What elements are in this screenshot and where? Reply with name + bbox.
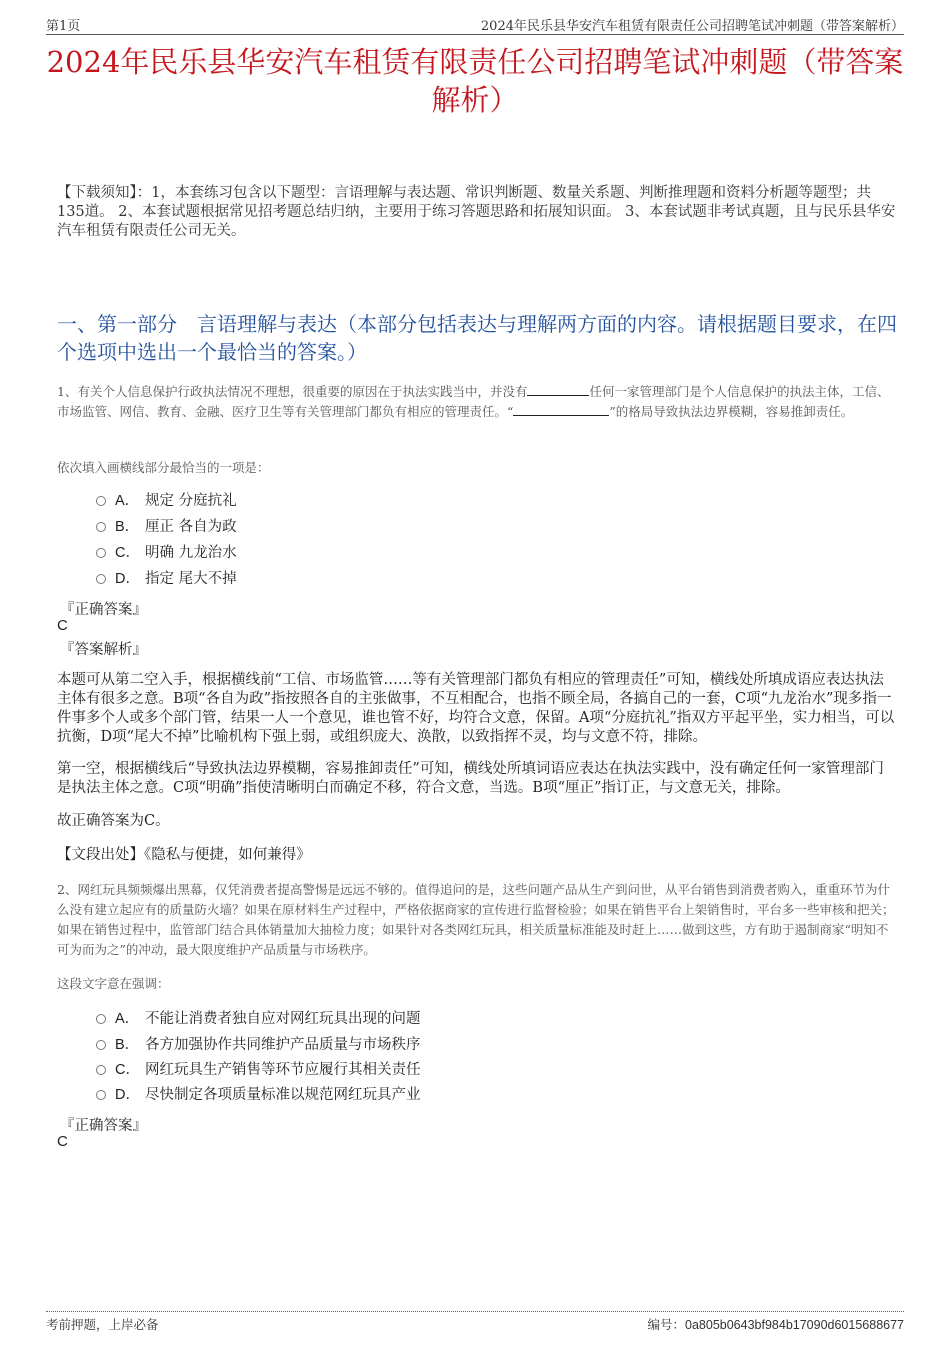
option-text: 网红玩具生产销售等环节应履行其相关责任 bbox=[145, 1062, 421, 1078]
q2-option-d[interactable] bbox=[96, 1085, 421, 1105]
q2-option-c[interactable] bbox=[96, 1060, 421, 1080]
q1-analysis-label: 『答案解析』 bbox=[60, 642, 147, 658]
q1-answer: C bbox=[57, 617, 68, 634]
q1-option-a[interactable] bbox=[96, 491, 237, 511]
q1-option-c[interactable] bbox=[96, 543, 237, 563]
option-text: 不能让消费者独自应对网红玩具出现的问题 bbox=[145, 1011, 421, 1027]
option-text: 指定 尾大不掉 bbox=[145, 571, 237, 587]
question-2-prompt: 这段文字意在强调： bbox=[57, 976, 170, 991]
footer-slogan: 考前押题，上岸必备 bbox=[46, 1317, 159, 1332]
option-text: 各方加强协作共同维护产品质量与市场秩序 bbox=[145, 1037, 421, 1053]
section-heading: 一、第一部分 言语理解与表达（本部分包括表达与理解两方面的内容。请根据题目要求，在四个选项中选出一个最恰当的答案。） bbox=[57, 312, 897, 364]
option-text: 厘正 各自为政 bbox=[145, 519, 237, 535]
option-letter: A． bbox=[115, 493, 140, 509]
option-letter: D． bbox=[115, 571, 140, 587]
q1-analysis-conclusion: 故正确答案为C。 bbox=[57, 813, 170, 829]
option-letter: A． bbox=[115, 1011, 140, 1027]
option-letter: C． bbox=[115, 545, 140, 561]
option-text: 规定 分庭抗礼 bbox=[145, 493, 237, 509]
q1-option-d[interactable] bbox=[96, 569, 237, 589]
blank-2 bbox=[513, 403, 609, 416]
download-notice: 【下载须知】：1，本套练习包含以下题型：言语理解与表达题、常识判断题、数量关系题、判断推理题和资料分析题等题型；共135道。 2、本套试题根据常见招考题总结归纳，主要用于练习答题思路和拓展知识面。 3、本套试题非考试真题，且与民乐县华安汽车租赁有限责任公司无关。 bbox=[57, 185, 896, 239]
option-text: 尽快制定各项质量标准以规范网红玩具产业 bbox=[145, 1087, 421, 1103]
blank-1 bbox=[527, 383, 589, 396]
option-letter: B． bbox=[115, 1037, 140, 1053]
q2-option-b[interactable] bbox=[96, 1035, 421, 1055]
option-letter: D． bbox=[115, 1087, 140, 1103]
q1-analysis-paragraph-1: 本题可从第二空入手，根据横线前“工信、市场监管……等有关管理部门都负有相应的管理责任”可知，横线处所填成语应表达执法主体有很多之意。B项“各自为政”指按照各自的主张做事，不互相配合，也指不顾全局，各搞自己的一套，C项“九龙治水”现多指一件事多个人或多个部门管，结果一人一个意见，谁也管不好，均符合文意，保留。A项“分庭抗礼”指双方平起平坐，实力相当，可以抗衡，D项“尾大不掉”比喻机构下强上弱，或组织庞大、涣散，以致指挥不灵，均与文意不符，排除。 bbox=[57, 672, 895, 745]
question-1-text-part-b: 任何一家管理部门是个人信息保护的执法主体，工信、市场监管、网信、教育、金融、医疗卫生等有关管理部门都负有相应的管理责任。“ bbox=[57, 384, 890, 419]
page-header bbox=[46, 14, 904, 35]
q1-source: 【文段出处】《隐私与便捷，如何兼得》 bbox=[57, 847, 311, 863]
radio-icon[interactable] bbox=[96, 574, 106, 584]
radio-icon[interactable] bbox=[96, 1014, 106, 1024]
option-letter: B． bbox=[115, 519, 140, 535]
page-number: 第1页 bbox=[46, 19, 81, 34]
q2-answer-label: 『正确答案』 bbox=[60, 1118, 147, 1134]
footer-code-label: 编号： bbox=[647, 1317, 686, 1332]
radio-icon[interactable] bbox=[96, 548, 106, 558]
q1-option-b[interactable] bbox=[96, 517, 237, 537]
q2-answer: C bbox=[57, 1133, 68, 1150]
footer-code-value: 0a805b0643bf984b17090d6015688677 bbox=[685, 1318, 904, 1332]
question-1-prompt: 依次填入画横线部分最恰当的一项是： bbox=[57, 460, 270, 475]
question-2-text: 2、网红玩具频频爆出黑幕，仅凭消费者提高警惕是远远不够的。值得追问的是，这些问题产品从生产到问世，从平台销售到消费者购入，重重环节为什么没有建立起应有的质量防火墙？如果在原材料生产过程中，严格依据商家的宣传进行监督检验；如果在销售平台上架销售时，平台多一些审核和把关；如果在销售过程中，监管部门结合具体销量加大抽检力度；如果针对各类网红玩具，相关质量标准能及时赶上……做到这些，方有助于遏制商家“明知不可为而为之”的冲动，最大限度维护产品质量与市场秩序。 bbox=[57, 882, 895, 957]
header-doc-title: 2024年民乐县华安汽车租赁有限责任公司招聘笔试冲刺题（带答案解析） bbox=[480, 19, 904, 34]
question-1-text bbox=[57, 382, 898, 422]
footer-divider bbox=[46, 1311, 904, 1312]
option-text: 明确 九龙治水 bbox=[145, 545, 237, 561]
option-letter: C． bbox=[115, 1062, 140, 1078]
radio-icon[interactable] bbox=[96, 1090, 106, 1100]
q2-option-a[interactable] bbox=[96, 1009, 421, 1029]
radio-icon[interactable] bbox=[96, 1065, 106, 1075]
question-1-text-part-c: ”的格局导致执法边界模糊，容易推卸责任。 bbox=[609, 404, 854, 419]
question-1-text-part-a: 1、有关个人信息保护行政执法情况不理想，很重要的原因在于执法实践当中，并没有 bbox=[57, 384, 528, 399]
radio-icon[interactable] bbox=[96, 522, 106, 532]
q1-analysis-paragraph-2: 第一空，根据横线后“导致执法边界模糊，容易推卸责任”可知，横线处所填词语应表达在执法实践中，没有确定任何一家管理部门是执法主体之意。C项“明确”指使清晰明白而确定不移，符合文意，当选。B项“厘正”指订正，与文意无关，排除。 bbox=[57, 761, 884, 796]
document-title: 2024年民乐县华安汽车租赁有限责任公司招聘笔试冲刺题（带答案解析） bbox=[46, 45, 904, 117]
q1-answer-label: 『正确答案』 bbox=[60, 602, 147, 618]
footer-code bbox=[648, 1315, 905, 1333]
radio-icon[interactable] bbox=[96, 1040, 106, 1050]
radio-icon[interactable] bbox=[96, 496, 106, 506]
